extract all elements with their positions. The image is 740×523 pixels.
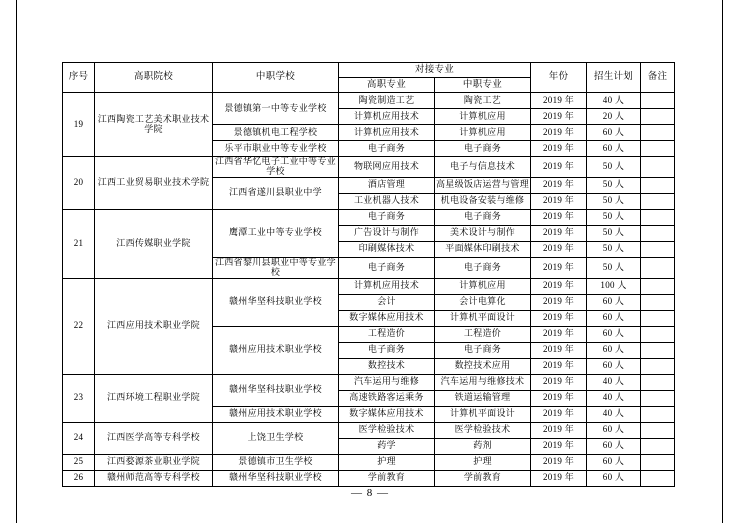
- cell-major-high: 药学: [339, 438, 435, 454]
- cell-school: 鹰潭工业中等专业学校: [213, 209, 339, 257]
- cell-note: [641, 157, 675, 178]
- cell-major-mid: 电子与信息技术: [435, 157, 531, 178]
- cell-major-mid: 学前教育: [435, 470, 531, 486]
- cell-major-mid: 电子商务: [435, 209, 531, 225]
- cell-major-mid: 铁道运输管理: [435, 390, 531, 406]
- cell-major-mid: 陶瓷工艺: [435, 93, 531, 109]
- table-row: [63, 209, 675, 225]
- cell-major-mid: 计算机应用: [435, 109, 531, 125]
- cell-major-mid: 会计电算化: [435, 294, 531, 310]
- cell-major-high: 广告设计与制作: [339, 225, 435, 241]
- cell-school: 赣州应用技术职业学校: [213, 326, 339, 374]
- header-school: 中职学校: [213, 63, 339, 93]
- header-major-mid: 中职专业: [435, 78, 531, 93]
- cell-plan: 100 人: [587, 278, 641, 294]
- cell-major-mid: 工程造价: [435, 326, 531, 342]
- cell-college: 江西传媒职业学院: [95, 209, 213, 278]
- cell-year: 2019 年: [531, 310, 587, 326]
- cell-major-mid: 高星级饭店运营与管理: [435, 177, 531, 193]
- cell-major-high: 电子商务: [339, 257, 435, 278]
- cell-note: [641, 278, 675, 294]
- cell-major-high: 酒店管理: [339, 177, 435, 193]
- cell-major-high: 会计: [339, 294, 435, 310]
- cell-major-high: 数字媒体应用技术: [339, 310, 435, 326]
- cell-major-high: 数字媒体应用技术: [339, 406, 435, 422]
- cell-note: [641, 342, 675, 358]
- cell-major-mid: 医学检验技术: [435, 422, 531, 438]
- cell-plan: 50 人: [587, 177, 641, 193]
- cell-major-mid: 平面媒体印刷技术: [435, 241, 531, 257]
- cell-plan: 60 人: [587, 454, 641, 470]
- cell-major-high: 护理: [339, 454, 435, 470]
- cell-plan: 60 人: [587, 470, 641, 486]
- pairing-table-container: [62, 62, 674, 487]
- cell-school: 赣州华坚科技职业学校: [213, 470, 339, 486]
- cell-major-high: 工业机器人技术: [339, 193, 435, 209]
- cell-school: 景德镇市卫生学校: [213, 454, 339, 470]
- cell-major-high: 计算机应用技术: [339, 278, 435, 294]
- cell-school: 乐平市职业中等专业学校: [213, 141, 339, 157]
- cell-year: 2019 年: [531, 241, 587, 257]
- header-college: 高职院校: [95, 63, 213, 93]
- cell-college: 江西工业贸易职业技术学院: [95, 157, 213, 210]
- cell-major-high: 印刷媒体技术: [339, 241, 435, 257]
- cell-major-mid: 电子商务: [435, 342, 531, 358]
- cell-major-mid: 护理: [435, 454, 531, 470]
- cell-major-mid: 计算机应用: [435, 125, 531, 141]
- cell-plan: 40 人: [587, 390, 641, 406]
- cell-major-high: 物联网应用技术: [339, 157, 435, 178]
- cell-school: 江西省遂川县职业中学: [213, 177, 339, 209]
- cell-year: 2019 年: [531, 342, 587, 358]
- cell-school: 赣州华坚科技职业学校: [213, 374, 339, 406]
- header-pair-major-group: 对接专业: [339, 63, 531, 78]
- cell-school: 江西省华忆电子工业中等专业学校: [213, 157, 339, 178]
- cell-plan: 50 人: [587, 241, 641, 257]
- cell-plan: 60 人: [587, 141, 641, 157]
- cell-year: 2019 年: [531, 454, 587, 470]
- cell-major-mid: 机电设备安装与维修: [435, 193, 531, 209]
- cell-plan: 60 人: [587, 310, 641, 326]
- cell-school: 景德镇第一中等专业学校: [213, 93, 339, 125]
- cell-year: 2019 年: [531, 141, 587, 157]
- cell-major-high: 汽车运用与维修: [339, 374, 435, 390]
- cell-note: [641, 406, 675, 422]
- cell-plan: 40 人: [587, 406, 641, 422]
- cell-year: 2019 年: [531, 390, 587, 406]
- page-footer: [0, 487, 740, 499]
- cell-school: 景德镇机电工程学校: [213, 125, 339, 141]
- cell-plan: 50 人: [587, 209, 641, 225]
- cell-note: [641, 326, 675, 342]
- cell-note: [641, 257, 675, 278]
- cell-school: 上饶卫生学校: [213, 422, 339, 454]
- cell-major-high: 数控技术: [339, 358, 435, 374]
- table-row: [63, 278, 675, 294]
- cell-college: 江西婺源茶业职业学院: [95, 454, 213, 470]
- cell-major-mid: 计算机应用: [435, 278, 531, 294]
- cell-note: [641, 310, 675, 326]
- cell-plan: 60 人: [587, 438, 641, 454]
- header-major-high: 高职专业: [339, 78, 435, 93]
- cell-school: 江西省黎川县职业中等专业学校: [213, 257, 339, 278]
- cell-year: 2019 年: [531, 358, 587, 374]
- cell-note: [641, 374, 675, 390]
- cell-major-high: 学前教育: [339, 470, 435, 486]
- cell-year: 2019 年: [531, 209, 587, 225]
- cell-year: 2019 年: [531, 278, 587, 294]
- header-seq: 序号: [63, 63, 95, 93]
- cell-seq: 23: [63, 374, 95, 422]
- cell-major-high: 工程造价: [339, 326, 435, 342]
- cell-plan: 60 人: [587, 326, 641, 342]
- cell-note: [641, 125, 675, 141]
- cell-major-mid: 电子商务: [435, 141, 531, 157]
- cell-major-high: 电子商务: [339, 141, 435, 157]
- cell-major-mid: 药剂: [435, 438, 531, 454]
- cell-year: 2019 年: [531, 177, 587, 193]
- cell-note: [641, 209, 675, 225]
- cell-major-mid: 美术设计与制作: [435, 225, 531, 241]
- page-number: — 8 —: [351, 487, 389, 499]
- cell-plan: 20 人: [587, 109, 641, 125]
- cell-seq: 22: [63, 278, 95, 374]
- cell-year: 2019 年: [531, 438, 587, 454]
- table-body: [63, 93, 675, 487]
- cell-seq: 24: [63, 422, 95, 454]
- cell-college: 江西应用技术职业学院: [95, 278, 213, 374]
- cell-plan: 50 人: [587, 225, 641, 241]
- cell-major-high: 电子商务: [339, 342, 435, 358]
- cell-seq: 25: [63, 454, 95, 470]
- cell-note: [641, 470, 675, 486]
- cell-seq: 19: [63, 93, 95, 157]
- table-row: [63, 470, 675, 486]
- cell-year: 2019 年: [531, 157, 587, 178]
- page-border-left: [16, 0, 17, 523]
- header-plan: 招生计划: [587, 63, 641, 93]
- cell-note: [641, 422, 675, 438]
- cell-major-mid: 计算机平面设计: [435, 310, 531, 326]
- cell-year: 2019 年: [531, 225, 587, 241]
- cell-note: [641, 390, 675, 406]
- cell-seq: 26: [63, 470, 95, 486]
- pairing-table: [62, 62, 675, 487]
- cell-major-high: 计算机应用技术: [339, 125, 435, 141]
- cell-year: 2019 年: [531, 109, 587, 125]
- cell-note: [641, 225, 675, 241]
- cell-plan: 50 人: [587, 157, 641, 178]
- cell-plan: 40 人: [587, 374, 641, 390]
- cell-year: 2019 年: [531, 374, 587, 390]
- cell-plan: 60 人: [587, 294, 641, 310]
- cell-note: [641, 193, 675, 209]
- cell-note: [641, 294, 675, 310]
- cell-year: 2019 年: [531, 257, 587, 278]
- table-row: [63, 454, 675, 470]
- cell-school: 赣州华坚科技职业学校: [213, 278, 339, 326]
- cell-college: 江西医学高等专科学校: [95, 422, 213, 454]
- cell-note: [641, 241, 675, 257]
- cell-seq: 20: [63, 157, 95, 210]
- table-row: [63, 422, 675, 438]
- cell-year: 2019 年: [531, 193, 587, 209]
- cell-note: [641, 454, 675, 470]
- table-row: [63, 374, 675, 390]
- cell-year: 2019 年: [531, 406, 587, 422]
- cell-note: [641, 438, 675, 454]
- cell-major-high: 电子商务: [339, 209, 435, 225]
- cell-major-mid: 电子商务: [435, 257, 531, 278]
- cell-year: 2019 年: [531, 326, 587, 342]
- cell-plan: 60 人: [587, 358, 641, 374]
- cell-plan: 60 人: [587, 342, 641, 358]
- cell-plan: 50 人: [587, 193, 641, 209]
- cell-school: 赣州应用技术职业学校: [213, 406, 339, 422]
- cell-note: [641, 93, 675, 109]
- cell-major-high: 陶瓷制造工艺: [339, 93, 435, 109]
- cell-plan: 40 人: [587, 93, 641, 109]
- cell-year: 2019 年: [531, 125, 587, 141]
- cell-major-high: 医学检验技术: [339, 422, 435, 438]
- cell-year: 2019 年: [531, 93, 587, 109]
- cell-seq: 21: [63, 209, 95, 278]
- cell-note: [641, 141, 675, 157]
- cell-note: [641, 177, 675, 193]
- cell-major-mid: 数控技术应用: [435, 358, 531, 374]
- cell-note: [641, 358, 675, 374]
- cell-year: 2019 年: [531, 422, 587, 438]
- cell-year: 2019 年: [531, 470, 587, 486]
- cell-major-mid: 汽车运用与维修技术: [435, 374, 531, 390]
- table-header-row-1: [63, 63, 675, 78]
- cell-major-high: 高速铁路客运乘务: [339, 390, 435, 406]
- cell-major-high: 计算机应用技术: [339, 109, 435, 125]
- table-row: [63, 157, 675, 178]
- header-note: 备注: [641, 63, 675, 93]
- cell-year: 2019 年: [531, 294, 587, 310]
- page-border-right: [722, 0, 723, 523]
- cell-college: 赣州师范高等专科学校: [95, 470, 213, 486]
- cell-plan: 60 人: [587, 125, 641, 141]
- cell-major-mid: 计算机平面设计: [435, 406, 531, 422]
- cell-plan: 60 人: [587, 422, 641, 438]
- cell-college: 江西陶瓷工艺美术职业技术学院: [95, 93, 213, 157]
- cell-note: [641, 109, 675, 125]
- table-header: [63, 63, 675, 93]
- table-row: [63, 93, 675, 109]
- header-year: 年份: [531, 63, 587, 93]
- cell-college: 江西环境工程职业学院: [95, 374, 213, 422]
- cell-plan: 50 人: [587, 257, 641, 278]
